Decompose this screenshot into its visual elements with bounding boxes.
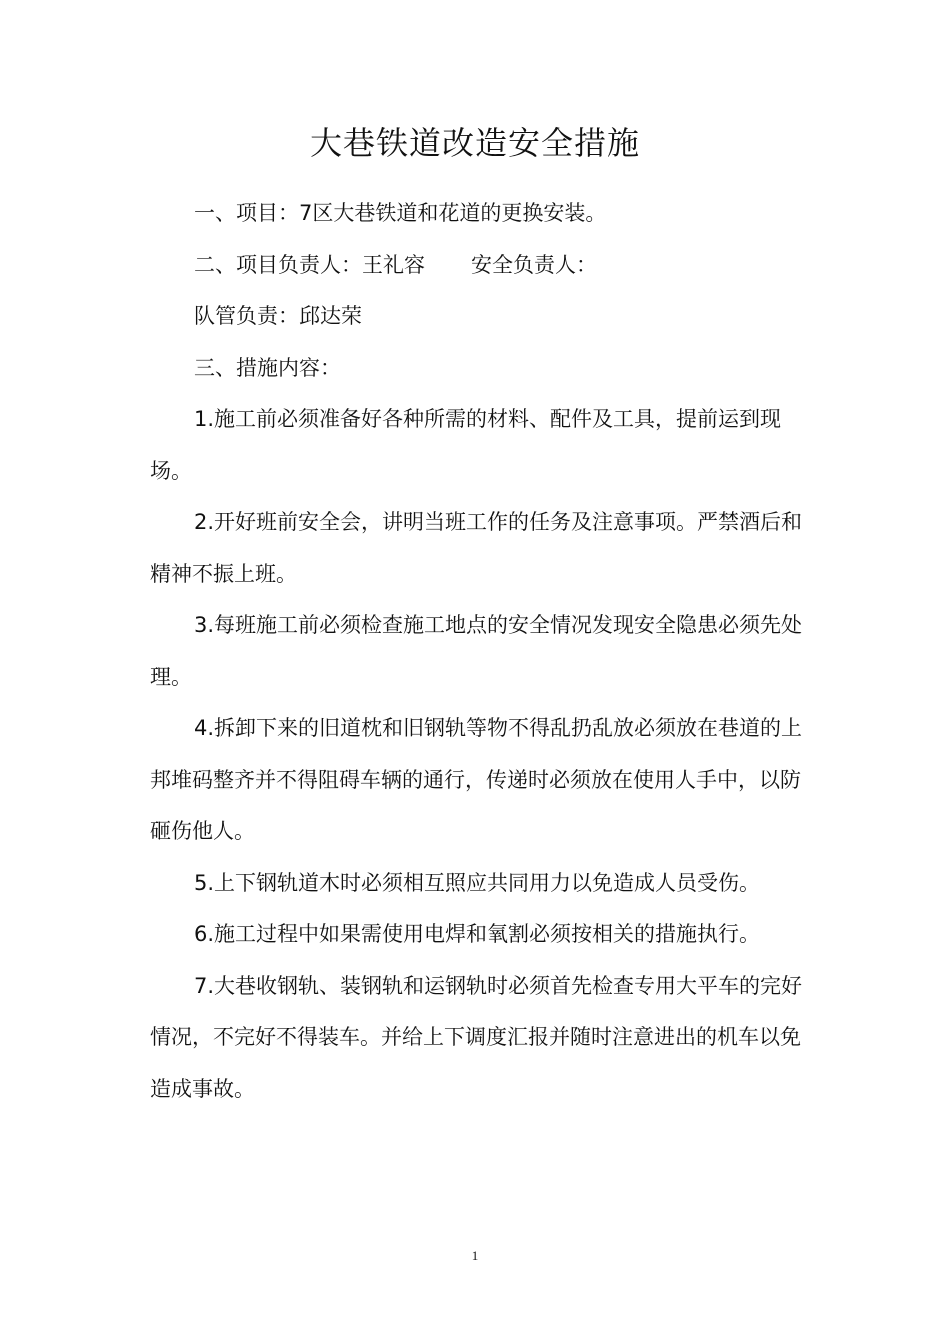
project-line: 一、项目：7区大巷铁道和花道的更换安装。 — [194, 201, 607, 225]
measure-item-1: 1.施工前必须准备好各种所需的材料、配件及工具，提前运到现场。 — [150, 407, 782, 483]
measure-item-4: 4.拆卸下来的旧道枕和旧钢轨等物不得乱扔乱放必须放在巷道的上邦堆码整齐并不得阻碍车辆的通行，传递时必须放在使用人手中，以防砸伤他人。 — [150, 716, 803, 843]
document-title: 大巷铁道改造安全措施 — [309, 124, 640, 162]
project-manager-text: 二、项目负责人：王礼容 — [194, 252, 425, 277]
page-number: 1 — [471, 1248, 479, 1263]
measure-item-5: 5.上下钢轨道木时必须相互照应共同用力以免造成人员受伤。 — [194, 870, 761, 895]
responsibility-line — [150, 240, 810, 292]
measure-item-6: 6.施工过程中如果需使用电焊和氧割必须按相关的措施执行。 — [194, 922, 761, 946]
measure-item-7: 7.大巷收钢轨、装钢轨和运钢轨时必须首先检查专用大平车的完好情况，不完好不得装车。并给上下调度汇报并随时注意进出的机车以免造成事故。 — [150, 973, 803, 1101]
document-body — [150, 188, 810, 1115]
safety-manager-text: 安全负责人： — [471, 252, 597, 277]
team-manager-line: 队管负责：邱达荣 — [194, 304, 362, 328]
measure-item-2: 2.开好班前安全会，讲明当班工作的任务及注意事项。严禁酒后和精神不振上班。 — [150, 510, 803, 586]
measures-heading: 三、措施内容： — [194, 355, 341, 380]
measure-item-3: 3.每班施工前必须检查施工地点的安全情况发现安全隐患必须先处理。 — [150, 613, 803, 689]
